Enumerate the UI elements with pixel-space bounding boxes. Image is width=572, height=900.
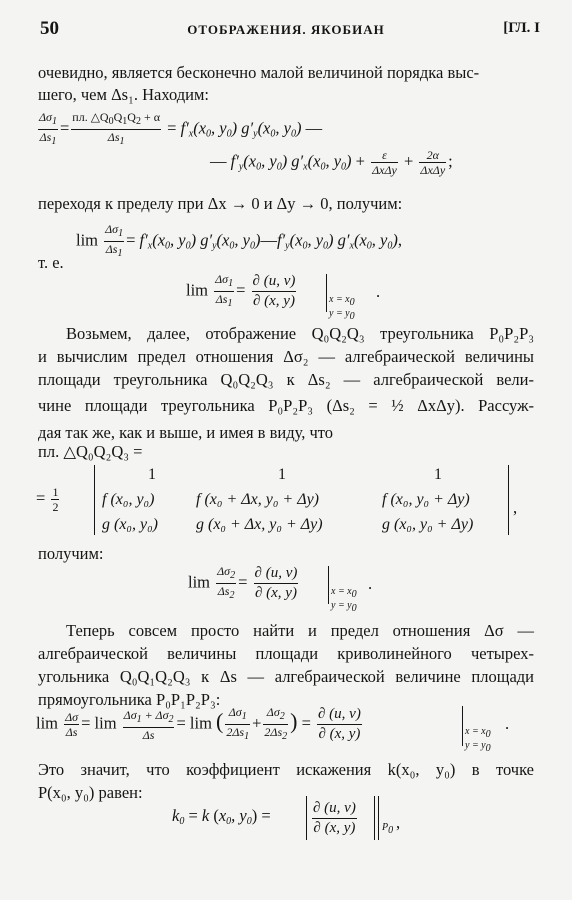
text-line: получим: [38,544,104,563]
det-cell: f (x₀ + Δx, y₀ + Δy) [196,491,320,508]
text-line: очевидно, является бесконечно малой величиной порядка выс- [38,63,480,82]
equation-3: lim $\frac{\Delta\sigma_1}{\Delta s_1}$ = $\frac{\partial (u, v)}{\partial (x, y)}$ [186,272,296,309]
abs-right-bar [374,796,375,840]
eval-limits: x = x0 y = y0 [465,726,491,754]
evaluation-bar [328,566,329,604]
chapter-label: [ГЛ. I [503,20,540,36]
paragraph [38,758,534,804]
period: . [505,714,510,733]
text-line: Это значит, что коэффициент искажения k(x₀, y₀) в точке [38,760,534,779]
eval-point: P0 [382,822,394,836]
det-cell: g (x₀ + Δx, y₀ + Δy) [196,516,323,533]
paragraph [38,322,534,444]
det-left-bar [94,465,95,535]
text-line: P(x₀, y₀) равен: [38,783,143,802]
text-line: площади треугольника Q₀Q₂Q₃ к Δs₂ — алгебраической вели- [38,370,534,389]
det-right-bar [508,465,509,535]
det-cell: g (x₀, y₀ + Δy) [382,516,474,533]
det-cell: f (x₀, y₀ + Δy) [382,491,470,508]
text-line: дая так же, как и выше, и имея в виду, что [38,423,333,442]
comma: , [513,498,518,517]
det-prefix: = $\frac{1}{2}$ [36,485,59,514]
period: . [368,574,373,593]
evaluation-bar [326,274,327,312]
text-line: т. е. [38,253,64,272]
text-line: Возьмем, далее, отображение Q₀Q₂Q₃ треугольника P₀P₂P₃ [66,324,534,343]
equation-7: $k_0 = k$ ($x_0$, $y_0$) = [172,806,271,827]
text-line: угольника Q₀Q₁Q₂Q₃ к Δs — алгебраической величине площади [38,667,534,686]
page-header [0,18,572,48]
det-cell: f (x₀, y₀) [102,491,155,508]
evaluation-bar [462,706,463,746]
equation-6: lim $\frac{\Delta\sigma}{\Delta s}$ = lim $\frac{\Delta\sigma_1 + \Delta\sigma_2}{\Delta s}$ = lim ( $\frac{\Delta\sigma_1}{2\Delta s_1}$ + $\frac{\Delta\sigma_2}{2\Delta s_2}$ ) = $\frac{\partial (u, v)}{\partial (x, y)}$ [36,705,361,742]
det-cell: 1 [278,466,286,483]
det-cell: g (x₀, y₀) [102,516,158,533]
equation-4-label: пл. △Q₀Q₂Q₃ = [38,442,143,461]
period: . [376,282,381,301]
running-title: ОТОБРАЖЕНИЯ. ЯКОБИАН [187,22,385,37]
paragraph [38,619,534,711]
text-line: переходя к пределу при Δx → 0 и Δy → 0, получим: [38,194,403,213]
text-line: Теперь совсем просто найти и предел отношения Δσ — [66,621,534,640]
eval-limits: x = x0 y = y0 [331,586,357,614]
equation-2: lim $\frac{\Delta\sigma_1}{\Delta s_1}$ = $f'_x(x_0$, $y_0$) $g'_y(x_0$, $y_0)—f'_y(x_0$, $y_0$) $g'_x(x_0$, $y_0$), [76,222,402,259]
abs-left-bar [306,796,307,840]
text-line: и вычислим предел отношения Δσ₂ — алгебраической величины [38,347,534,366]
jacobian-fraction: $\frac{\partial (u, v)}{\partial (x, y)}$ [313,800,356,836]
text-line: шего, чем Δs₁. Находим: [38,85,209,104]
text-line: алгебраической величины площади криволинейного четырех- [38,644,534,663]
det-cell: 1 [434,466,442,483]
det-cell: 1 [148,466,156,483]
equation-5: lim $\frac{\Delta\sigma_2}{\Delta s_2}$ = $\frac{\partial (u, v)}{\partial (x, y)}$ [188,564,298,601]
text-line: чине площади треугольника P₀P₂P₃ (Δs₂ = ½ ΔxΔy). Рассуж- [38,396,534,415]
eval-limits: x = x0 y = y0 [329,294,355,322]
equation-1b: — $f'_y(x_0$, $y_0$) $g'_x(x_0$, $y_0$) + ε ΔxΔy + 2α ΔxΔy ; [210,148,453,177]
evaluation-bar [378,796,379,840]
comma: , [396,813,401,832]
page-number: 50 [40,18,59,39]
text-line: прямоугольника P₀P₁P₂P₃: [38,690,221,709]
equation-1a: $\frac{\Delta\sigma_1}{\Delta s_1}$ = пл. $\triangle Q_0Q_1Q_2 + \alpha$ $\Delta s_1$ = $f'_x(x_0$, $y_0$) $g'_y(x_0$, $y_0$) — [39,110,323,147]
